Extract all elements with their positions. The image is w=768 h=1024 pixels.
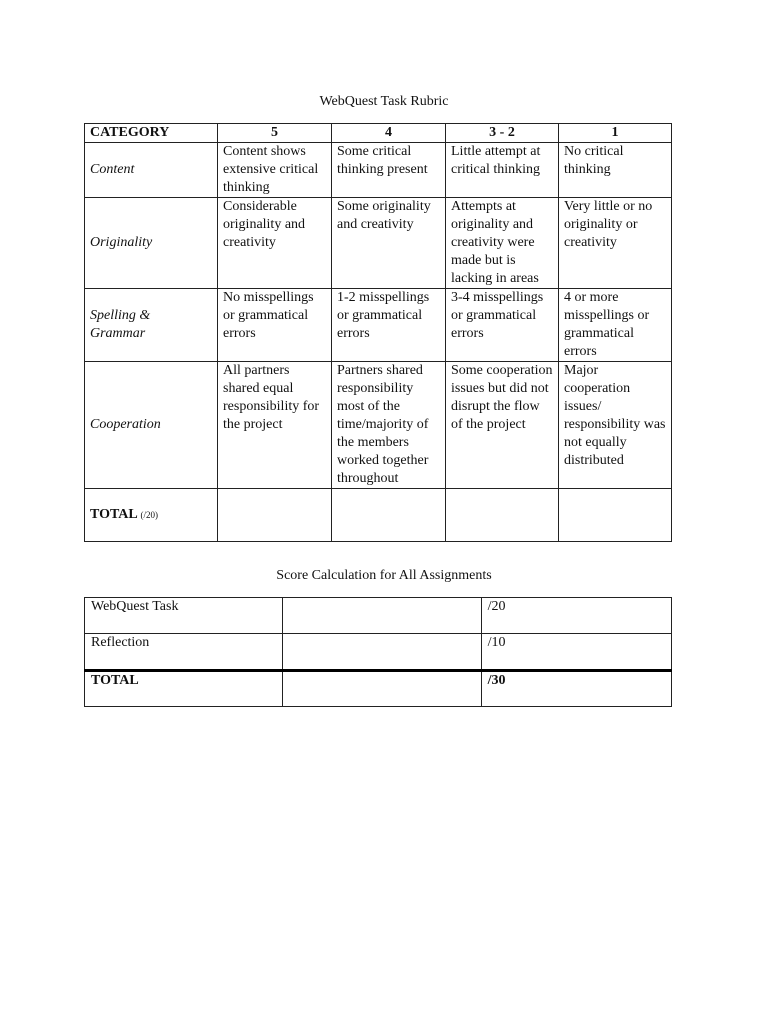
rubric-total-5: [218, 489, 332, 542]
rubric-total-3-2: [446, 489, 559, 542]
score-title: Score Calculation for All Assignments: [276, 568, 492, 583]
score-value-webquest: [283, 598, 481, 634]
score-value-reflection: [283, 634, 481, 671]
score-value-total: [283, 671, 481, 707]
score-label-webquest: WebQuest Task: [85, 598, 283, 634]
cell-content-4: Some critical thinking present: [332, 143, 446, 198]
category-spelling-grammar: Spelling & Grammar: [85, 289, 218, 362]
cell-originality-5: Considerable originality and creativity: [218, 198, 332, 289]
score-max-webquest: /20: [481, 598, 671, 634]
cell-cooperation-3-2: Some cooperation issues but did not disrupt the flow of the project: [446, 362, 559, 489]
rubric-table: [84, 123, 672, 542]
category-cooperation: Cooperation: [85, 362, 218, 489]
cell-spelling-3-2: 3-4 misspellings or grammatical errors: [446, 289, 559, 362]
cell-content-5: Content shows extensive critical thinking: [218, 143, 332, 198]
cell-cooperation-5: All partners shared equal responsibility for the project: [218, 362, 332, 489]
rubric-row-spelling: [85, 289, 672, 362]
score-label-total: TOTAL: [85, 671, 283, 707]
rubric-total-1: [559, 489, 672, 542]
header-score-5: 5: [218, 124, 332, 143]
rubric-row-total: [85, 489, 672, 542]
cell-spelling-1: 4 or more misspellings or grammatical errors: [559, 289, 672, 362]
rubric-header-row: [85, 124, 672, 143]
score-max-reflection: /10: [481, 634, 671, 671]
cell-originality-4: Some originality and creativity: [332, 198, 446, 289]
header-score-1: 1: [559, 124, 672, 143]
rubric-total-4: [332, 489, 446, 542]
cell-spelling-5: No misspellings or grammatical errors: [218, 289, 332, 362]
cell-spelling-4: 1-2 misspellings or grammatical errors: [332, 289, 446, 362]
score-max-total: /30: [481, 671, 671, 707]
header-category: CATEGORY: [85, 124, 218, 143]
cell-cooperation-1: Major cooperation issues/ responsibility was not equally distributed: [559, 362, 672, 489]
cell-cooperation-4: Partners shared responsibility most of the time/majority of the members worked together throughout: [332, 362, 446, 489]
cell-originality-1: Very little or no originality or creativity: [559, 198, 672, 289]
rubric-total-max: (/20): [140, 510, 158, 520]
score-row-reflection: [85, 634, 672, 671]
rubric-row-originality: [85, 198, 672, 289]
rubric-row-content: [85, 143, 672, 198]
rubric-total-label: TOTAL: [90, 507, 137, 522]
cell-originality-3-2: Attempts at originality and creativity were made but is lacking in areas: [446, 198, 559, 289]
score-row-total: [85, 671, 672, 707]
rubric-row-cooperation: [85, 362, 672, 489]
score-table: [84, 597, 672, 707]
header-score-3-2: 3 - 2: [446, 124, 559, 143]
rubric-title: WebQuest Task Rubric: [319, 94, 449, 109]
category-content: Content: [85, 143, 218, 198]
header-score-4: 4: [332, 124, 446, 143]
score-label-reflection: Reflection: [85, 634, 283, 671]
category-originality: Originality: [85, 198, 218, 289]
score-row-webquest: [85, 598, 672, 634]
cell-content-3-2: Little attempt at critical thinking: [446, 143, 559, 198]
rubric-total-cell: [85, 489, 218, 542]
cell-content-1: No critical thinking: [559, 143, 672, 198]
